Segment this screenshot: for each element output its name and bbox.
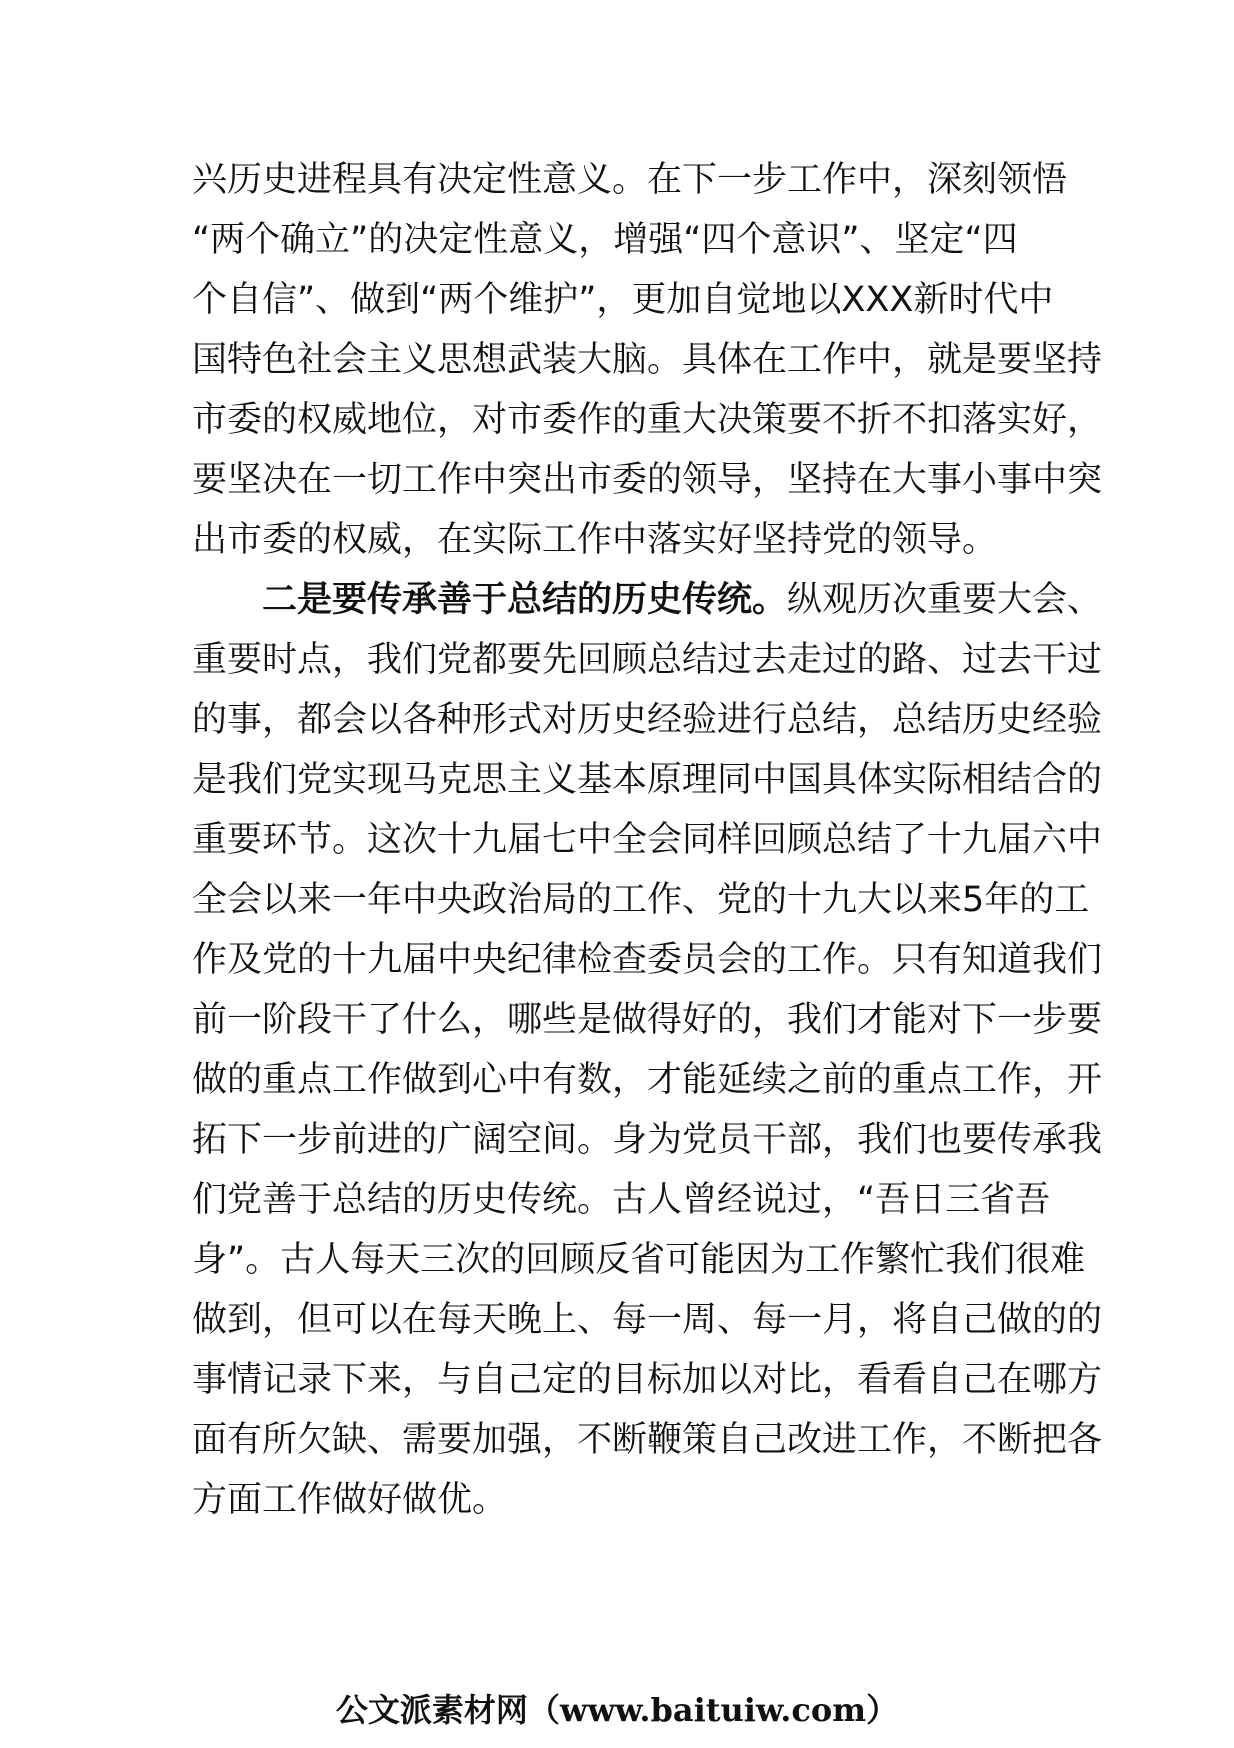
text-line: 国特色社会主义思想武装大脑。具体在工作中，就是要坚持: [192, 340, 1103, 380]
text-line: “两个确立”的决定性意义，增强“四个意识”、坚定“四: [192, 220, 1018, 260]
text-line: 市委的权威地位，对市委作的重大决策要不折不扣落实好，: [192, 400, 1103, 440]
text-line: 事情记录下来，与自己定的目标加以对比，看看自己在哪方: [192, 1360, 1103, 1400]
text-line: 是我们党实现马克思主义基本原理同中国具体实际相结合的: [192, 760, 1103, 800]
footer-watermark: 公文派素材网（www.baituiw.com）: [335, 1691, 899, 1729]
text-line: 身”。古人每天三次的回顾反省可能因为工作繁忙我们很难: [192, 1240, 1086, 1280]
text-line: 做到，但可以在每天晚上、每一周、每一月，将自己做的的: [192, 1300, 1103, 1340]
text-line: 重要时点，我们党都要先回顾总结过去走过的路、过去干过: [192, 640, 1103, 680]
text-line: 重要环节。这次十九届七中全会同样回顾总结了十九届六中: [192, 820, 1103, 860]
paragraph-heading-line: [192, 570, 1103, 630]
text-line: 面有所欠缺、需要加强，不断鞭策自己改进工作，不断把各: [192, 1420, 1103, 1460]
text-line: 做的重点工作做到心中有数，才能延续之前的重点工作，开: [192, 1060, 1103, 1100]
document-body: [192, 150, 1103, 1530]
paragraph-heading-continuation: 纵观历次重要大会、: [787, 580, 1103, 620]
text-line: 全会以来一年中央政治局的工作、党的十九大以来5年的工: [192, 880, 1090, 920]
text-line: 作及党的十九届中央纪律检查委员会的工作。只有知道我们: [192, 940, 1103, 980]
paragraph-heading: 二是要传承善于总结的历史传统。: [262, 580, 788, 620]
text-line: 兴历史进程具有决定性意义。在下一步工作中，深刻领悟: [192, 160, 1068, 200]
text-line: 的事，都会以各种形式对历史经验进行总结，总结历史经验: [192, 700, 1103, 740]
text-line: 方面工作做好做优。: [192, 1480, 508, 1520]
text-line: 个自信”、做到“两个维护”，更加自觉地以XXX新时代中: [192, 280, 1054, 320]
text-line: 们党善于总结的历史传统。古人曾经说过，“吾日三省吾: [192, 1180, 1051, 1220]
text-line: 要坚决在一切工作中突出市委的领导，坚持在大事小事中突: [192, 460, 1103, 500]
text-line: 出市委的权威，在实际工作中落实好坚持党的领导。: [192, 520, 998, 560]
text-line: 拓下一步前进的广阔空间。身为党员干部，我们也要传承我: [192, 1120, 1103, 1160]
text-line: 前一阶段干了什么，哪些是做得好的，我们才能对下一步要: [192, 1000, 1103, 1040]
